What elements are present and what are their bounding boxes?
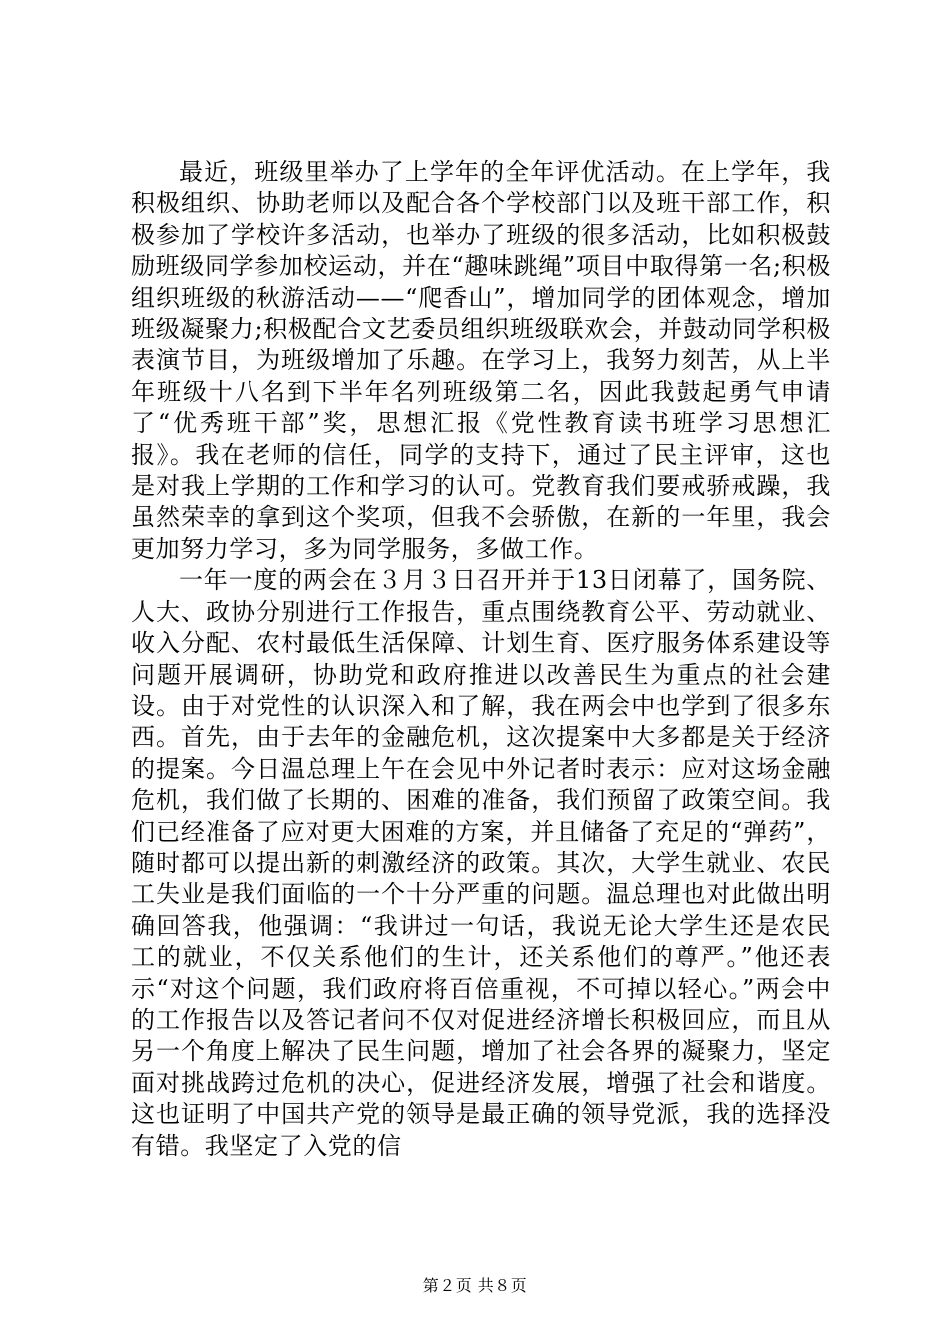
page-number: 第２页 共８页 xyxy=(422,1276,528,1295)
paragraph-two-sessions: 一年一度的两会在３月３日召开并于13日闭幕了，国务院、人大、政协分别进行工作报告，重点围绕教育公平、劳动就业、收入分配、农村最低生活保障、计划生育、医疗服务体系建设等问题开展调研，协助党和政府推进以改善民生为重点的社会建设。由于对党性的认识深入和了解，我在两会中也学到了很多东西。首先，由于去年的金融危机，这次提案中大多都是关于经济的提案。今日温总理上午在会见中外记者时表示：应对这场金融危机，我们做了长期的、困难的准备，我们预留了政策空间。我们已经准备了应对更大困难的方案，并且储备了充足的“弹药”，随时都可以提出新的刺激经济的政策。其次，大学生就业、农民工失业是我们面临的一个十分严重的问题。温总理也对此做出明确回答我，他强调：“我讲过一句话，我说无论大学生还是农民工的就业，不仅关系他们的生计，还关系他们的尊严。”他还表示“对这个问题，我们政府将百倍重视，不可掉以轻心。”两会中的工作报告以及答记者问不仅对促进经济增长积极回应，而且从另一个角度上解决了民生问题，增加了社会各界的凝聚力，坚定面对挑战跨过危机的决心，促进经济发展，增强了社会和谐度。这也证明了中国共产党的领导是最正确的领导党派，我的选择没有错。我坚定了入党的信 xyxy=(131,566,831,1160)
body-text xyxy=(131,157,831,1162)
paragraph-award: 最近，班级里举办了上学年的全年评优活动。在上学年，我积极组织、协助老师以及配合各个学校部门以及班干部工作，积极参加了学校许多活动，也举办了班级的很多活动，比如积极鼓励班级同学参加校运动，并在“趣味跳绳”项目中取得第一名;积极组织班级的秋游活动——“爬香山”，增加同学的团体观念，增加班级凝聚力;积极配合文艺委员组织班级联欢会，并鼓动同学积极表演节目，为班级增加了乐趣。在学习上，我努力刻苦，从上半年班级十八名到下半年名列班级第二名，因此我鼓起勇气申请了“优秀班干部”奖，思想汇报《党性教育读书班学习思想汇报》。我在老师的信任，同学的支持下，通过了民主评审，这也是对我上学期的工作和学习的认可。党教育我们要戒骄戒躁，我虽然荣幸的拿到这个奖项，但我不会骄傲，在新的一年里，我会更加努力学习，多为同学服务，多做工作。 xyxy=(131,158,831,563)
